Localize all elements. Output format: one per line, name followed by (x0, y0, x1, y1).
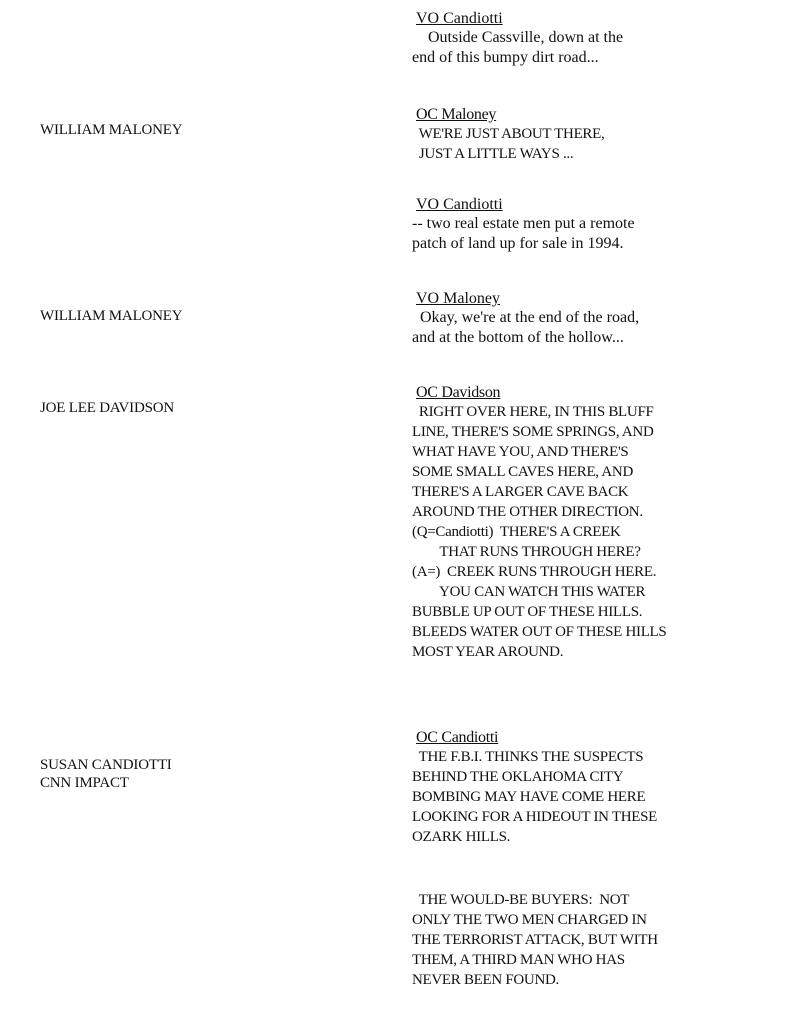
block-heading: OC Davidson (416, 384, 501, 401)
block-line: THE TERRORIST ATTACK, BUT WITH (412, 932, 658, 948)
block-line: THEM, A THIRD MAN WHO HAS (412, 952, 625, 968)
script-block-vo-candiotti-1 (412, 10, 782, 68)
block-line: JUST A LITTLE WAYS ... (412, 146, 574, 162)
script-block-oc-candiotti (412, 729, 782, 847)
block-heading: OC Candiotti (416, 729, 499, 746)
block-line: Outside Cassville, down at the (412, 29, 624, 46)
block-heading: VO Candiotti (416, 10, 503, 27)
speaker-label-davidson (40, 399, 174, 417)
block-line: WE'RE JUST ABOUT THERE, (412, 126, 605, 142)
block-line: BUBBLE UP OUT OF THESE HILLS. (412, 604, 643, 620)
block-heading: OC Maloney (416, 106, 497, 123)
script-block-vo-candiotti-2 (412, 196, 782, 254)
block-line: THE F.B.I. THINKS THE SUSPECTS (412, 749, 644, 765)
speaker-label-line: WILLIAM MALONEY (40, 308, 183, 324)
speaker-label-maloney-1 (40, 121, 182, 139)
block-line: AROUND THE OTHER DIRECTION. (412, 504, 643, 520)
block-line: NEVER BEEN FOUND. (412, 972, 559, 988)
block-heading: VO Maloney (416, 290, 500, 307)
block-line: end of this bumpy dirt road... (412, 49, 599, 66)
speaker-label-line: WILLIAM MALONEY (40, 122, 183, 138)
speaker-label-candiotti (40, 756, 172, 792)
block-line: WHAT HAVE YOU, AND THERE'S (412, 444, 629, 460)
script-block-vo-maloney (412, 290, 782, 348)
speaker-label-line: JOE LEE DAVIDSON (40, 400, 175, 416)
block-line: SOME SMALL CAVES HERE, AND (412, 464, 633, 480)
block-line: YOU CAN WATCH THIS WATER (412, 584, 646, 600)
block-line: -- two real estate men put a remote (412, 215, 635, 232)
block-line: OZARK HILLS. (412, 829, 511, 845)
block-line: RIGHT OVER HERE, IN THIS BLUFF (412, 404, 654, 420)
script-block-oc-maloney (412, 106, 782, 164)
block-line: THAT RUNS THROUGH HERE? (412, 544, 641, 560)
speaker-label-maloney-2 (40, 307, 182, 325)
speaker-label-line: SUSAN CANDIOTTI (40, 757, 172, 773)
block-line: BEHIND THE OKLAHOMA CITY (412, 769, 624, 785)
block-line: MOST YEAR AROUND. (412, 644, 564, 660)
block-line: Okay, we're at the end of the road, (412, 309, 640, 326)
block-line: and at the bottom of the hollow... (412, 329, 624, 346)
block-line: THERE'S A LARGER CAVE BACK (412, 484, 629, 500)
script-block-closing (412, 890, 782, 990)
script-block-oc-davidson (412, 384, 782, 662)
block-line: LINE, THERE'S SOME SPRINGS, AND (412, 424, 654, 440)
block-line: (A=) CREEK RUNS THROUGH HERE. (412, 564, 657, 580)
block-line: (Q=Candiotti) THERE'S A CREEK (412, 524, 621, 540)
block-line: BLEEDS WATER OUT OF THESE HILLS (412, 624, 667, 640)
block-line: patch of land up for sale in 1994. (412, 235, 624, 252)
block-line: ONLY THE TWO MEN CHARGED IN (412, 912, 647, 928)
block-line: BOMBING MAY HAVE COME HERE (412, 789, 646, 805)
speaker-label-line: CNN IMPACT (40, 775, 129, 791)
block-line: THE WOULD-BE BUYERS: NOT (412, 892, 630, 908)
block-line: LOOKING FOR A HIDEOUT IN THESE (412, 809, 658, 825)
block-heading: VO Candiotti (416, 196, 503, 213)
